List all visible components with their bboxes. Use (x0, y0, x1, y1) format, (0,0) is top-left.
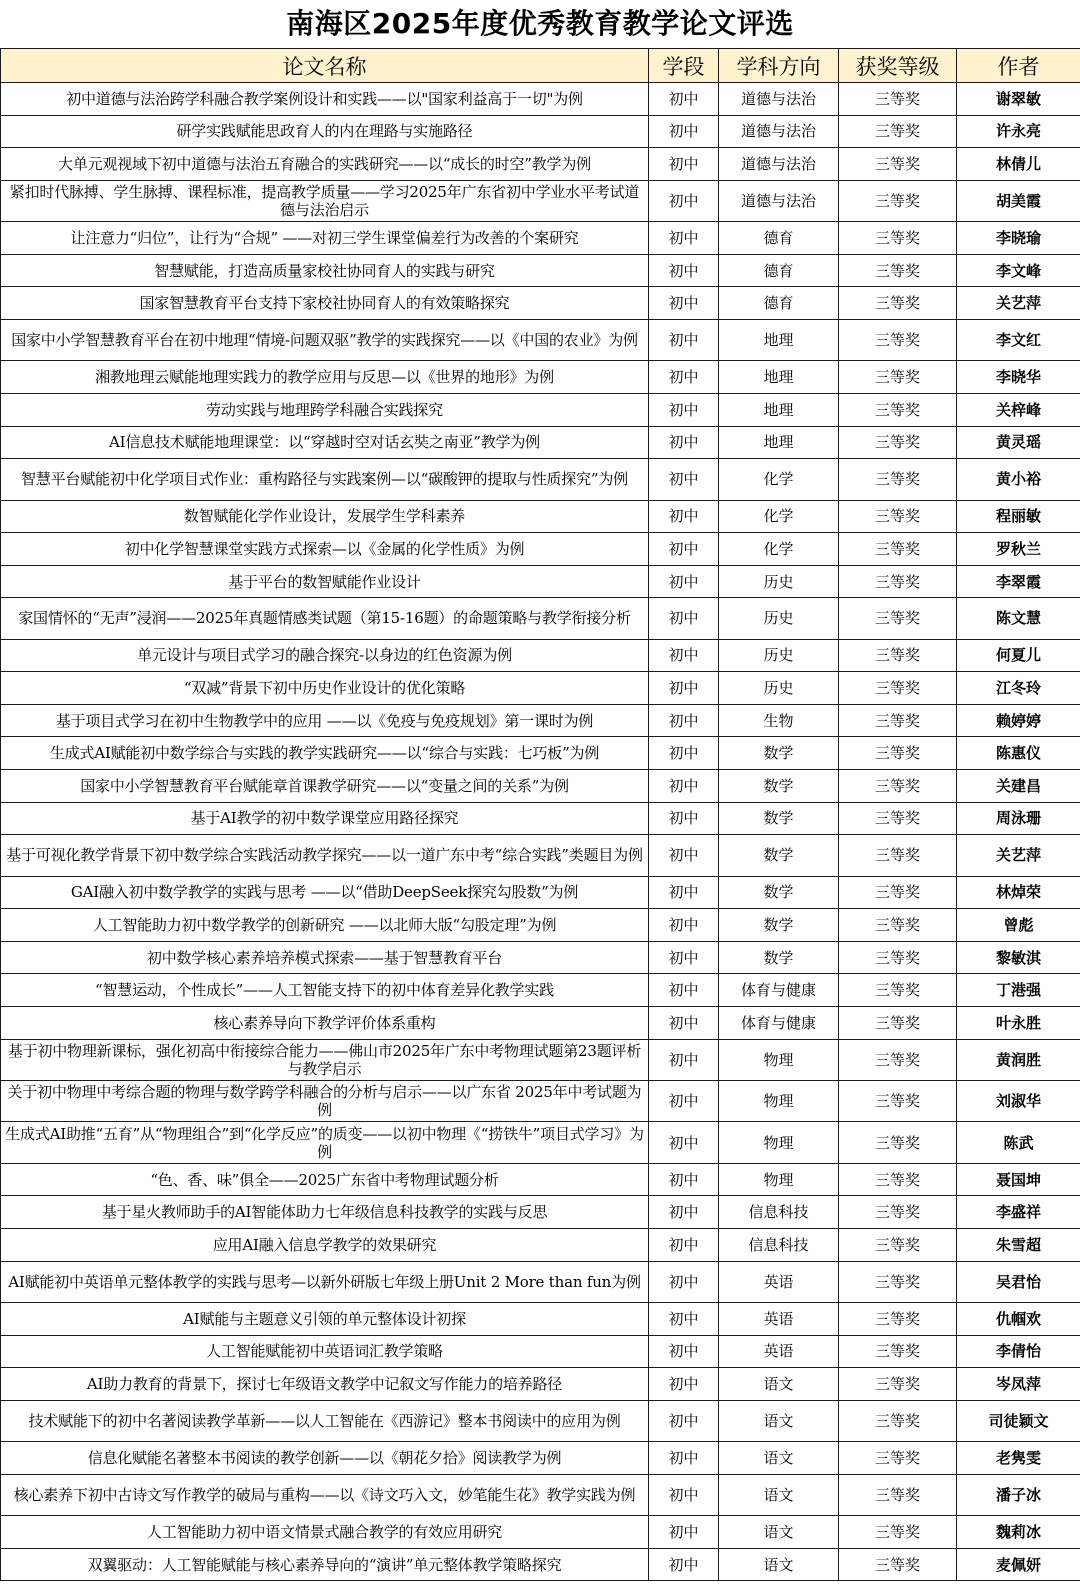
subject-cell: 道德与法治 (719, 115, 839, 148)
table-row (1, 222, 1080, 255)
award-level-cell: 三等奖 (839, 222, 957, 255)
award-level-cell: 三等奖 (839, 565, 957, 598)
paper-title-cell: AI赋能与主题意义引领的单元整体设计初探 (1, 1302, 649, 1335)
award-level-cell: 三等奖 (839, 180, 957, 221)
subject-cell: 信息科技 (719, 1228, 839, 1261)
table-row (1, 1335, 1080, 1368)
paper-title-cell: 应用AI融入信息学教学的效果研究 (1, 1228, 649, 1261)
subject-cell: 历史 (719, 639, 839, 672)
stage-cell: 初中 (649, 1228, 719, 1261)
author-cell: 周泳珊 (957, 802, 1080, 835)
subject-cell: 语文 (719, 1516, 839, 1549)
stage-cell: 初中 (649, 1261, 719, 1302)
paper-title-cell: 初中数学核心素养培养模式探索——基于智慧教育平台 (1, 941, 649, 974)
table-row (1, 770, 1080, 803)
stage-cell: 初中 (649, 1081, 719, 1122)
subject-cell: 生物 (719, 704, 839, 737)
author-cell: 刘淑华 (957, 1081, 1080, 1122)
stage-cell: 初中 (649, 672, 719, 705)
subject-cell: 德育 (719, 222, 839, 255)
table-row (1, 148, 1080, 181)
paper-title-cell: 核心素养导向下教学评价体系重构 (1, 1007, 649, 1040)
stage-cell: 初中 (649, 1368, 719, 1401)
paper-title-cell: 基于平台的数智赋能作业设计 (1, 565, 649, 598)
subject-cell: 体育与健康 (719, 974, 839, 1007)
award-level-cell: 三等奖 (839, 1081, 957, 1122)
author-cell: 何夏儿 (957, 639, 1080, 672)
subject-cell: 历史 (719, 565, 839, 598)
author-cell: 李翠霞 (957, 565, 1080, 598)
table-row (1, 361, 1080, 394)
table-row (1, 254, 1080, 287)
award-level-cell: 三等奖 (839, 533, 957, 566)
subject-cell: 道德与法治 (719, 180, 839, 221)
subject-cell: 体育与健康 (719, 1007, 839, 1040)
author-cell: 关艺萍 (957, 287, 1080, 320)
award-level-cell: 三等奖 (839, 1039, 957, 1080)
subject-cell: 英语 (719, 1261, 839, 1302)
author-cell: 许永亮 (957, 115, 1080, 148)
award-level-cell: 三等奖 (839, 1335, 957, 1368)
stage-cell: 初中 (649, 941, 719, 974)
author-cell: 林焯荣 (957, 876, 1080, 909)
author-cell: 丁港强 (957, 974, 1080, 1007)
subject-cell: 信息科技 (719, 1196, 839, 1229)
stage-cell: 初中 (649, 770, 719, 803)
author-cell: 陈惠仪 (957, 737, 1080, 770)
author-cell: 陈文慧 (957, 598, 1080, 639)
author-cell: 江冬玲 (957, 672, 1080, 705)
paper-title-cell: 基于星火教师助手的AI智能体助力七年级信息科技教学的实践与反思 (1, 1196, 649, 1229)
award-table (0, 48, 1080, 1581)
table-row (1, 1261, 1080, 1302)
paper-title-cell: 国家中小学智慧教育平台在初中地理“情境-问题双驱”教学的实践探究——以《中国的农业》为例 (1, 319, 649, 360)
table-row (1, 1302, 1080, 1335)
author-cell: 魏莉冰 (957, 1516, 1080, 1549)
subject-cell: 化学 (719, 500, 839, 533)
author-cell: 赖婷婷 (957, 704, 1080, 737)
paper-title-cell: 基于初中物理新课标，强化初高中衔接综合能力——佛山市2025年广东中考物理试题第23题评析与教学启示 (1, 1039, 649, 1080)
award-level-cell: 三等奖 (839, 426, 957, 459)
subject-cell: 语文 (719, 1548, 839, 1581)
stage-cell: 初中 (649, 115, 719, 148)
author-cell: 李文峰 (957, 254, 1080, 287)
award-level-cell: 三等奖 (839, 1400, 957, 1441)
column-header-stage: 学段 (649, 49, 719, 83)
subject-cell: 德育 (719, 254, 839, 287)
subject-cell: 道德与法治 (719, 83, 839, 116)
subject-cell: 地理 (719, 319, 839, 360)
stage-cell: 初中 (649, 83, 719, 116)
author-cell: 程丽敏 (957, 500, 1080, 533)
paper-title-cell: 劳动实践与地理跨学科融合实践探究 (1, 393, 649, 426)
subject-cell: 数学 (719, 835, 839, 876)
author-cell: 朱雪超 (957, 1228, 1080, 1261)
author-cell: 司徒颖文 (957, 1400, 1080, 1441)
column-header-subject: 学科方向 (719, 49, 839, 83)
table-row (1, 737, 1080, 770)
award-level-cell: 三等奖 (839, 1548, 957, 1581)
subject-cell: 数学 (719, 737, 839, 770)
page-title: 南海区2025年度优秀教育教学论文评选 (286, 7, 794, 40)
award-level-cell: 三等奖 (839, 393, 957, 426)
table-body (1, 83, 1080, 1581)
table-row (1, 565, 1080, 598)
paper-title-cell: 智慧赋能，打造高质量家校社协同育人的实践与研究 (1, 254, 649, 287)
subject-cell: 地理 (719, 426, 839, 459)
subject-cell: 数学 (719, 909, 839, 942)
table-row (1, 393, 1080, 426)
award-level-cell: 三等奖 (839, 876, 957, 909)
award-level-cell: 三等奖 (839, 1196, 957, 1229)
table-row (1, 1442, 1080, 1475)
table-row (1, 1516, 1080, 1549)
stage-cell: 初中 (649, 148, 719, 181)
author-cell: 李倩怡 (957, 1335, 1080, 1368)
author-cell: 叶永胜 (957, 1007, 1080, 1040)
stage-cell: 初中 (649, 909, 719, 942)
paper-title-cell: AI赋能初中英语单元整体教学的实践与思考—以新外研版七年级上册Unit 2 More than fun为例 (1, 1261, 649, 1302)
table-row (1, 1007, 1080, 1040)
award-level-cell: 三等奖 (839, 909, 957, 942)
award-level-cell: 三等奖 (839, 1442, 957, 1475)
stage-cell: 初中 (649, 639, 719, 672)
paper-title-cell: 生成式AI助推“五育”从“物理组合”到“化学反应”的质变——以初中物理《“捞铁牛”项目式学习》为例 (1, 1122, 649, 1163)
paper-title-cell: 生成式AI赋能初中数学综合与实践的教学实践研究——以“综合与实践：七巧板”为例 (1, 737, 649, 770)
stage-cell: 初中 (649, 835, 719, 876)
author-cell: 曾彪 (957, 909, 1080, 942)
subject-cell: 数学 (719, 941, 839, 974)
subject-cell: 物理 (719, 1039, 839, 1080)
subject-cell: 语文 (719, 1368, 839, 1401)
subject-cell: 物理 (719, 1081, 839, 1122)
author-cell: 黎敏淇 (957, 941, 1080, 974)
subject-cell: 语文 (719, 1442, 839, 1475)
subject-cell: 语文 (719, 1400, 839, 1441)
subject-cell: 数学 (719, 770, 839, 803)
award-level-cell: 三等奖 (839, 500, 957, 533)
stage-cell: 初中 (649, 254, 719, 287)
table-row (1, 115, 1080, 148)
paper-title-cell: AI信息技术赋能地理课堂：以“穿越时空对话玄奘之南亚”教学为例 (1, 426, 649, 459)
table-row (1, 639, 1080, 672)
author-cell: 潘子冰 (957, 1474, 1080, 1515)
stage-cell: 初中 (649, 1335, 719, 1368)
stage-cell: 初中 (649, 598, 719, 639)
author-cell: 陈武 (957, 1122, 1080, 1163)
stage-cell: 初中 (649, 393, 719, 426)
award-level-cell: 三等奖 (839, 639, 957, 672)
stage-cell: 初中 (649, 704, 719, 737)
stage-cell: 初中 (649, 565, 719, 598)
table-row (1, 1474, 1080, 1515)
subject-cell: 物理 (719, 1163, 839, 1196)
award-level-cell: 三等奖 (839, 459, 957, 500)
stage-cell: 初中 (649, 974, 719, 1007)
paper-title-cell: 家国情怀的“无声”浸润——2025年真题情感类试题（第15-16题）的命题策略与教学衔接分析 (1, 598, 649, 639)
award-level-cell: 三等奖 (839, 835, 957, 876)
award-level-cell: 三等奖 (839, 148, 957, 181)
paper-title-cell: “双减”背景下初中历史作业设计的优化策略 (1, 672, 649, 705)
author-cell: 林倩儿 (957, 148, 1080, 181)
paper-title-cell: 技术赋能下的初中名著阅读教学革新——以人工智能在《西游记》整本书阅读中的应用为例 (1, 1400, 649, 1441)
table-row (1, 180, 1080, 221)
table-row (1, 1368, 1080, 1401)
paper-title-cell: 信息化赋能名著整本书阅读的教学创新——以《朝花夕拾》阅读教学为例 (1, 1442, 649, 1475)
subject-cell: 英语 (719, 1302, 839, 1335)
paper-title-cell: 湘教地理云赋能地理实践力的教学应用与反思—以《世界的地形》为例 (1, 361, 649, 394)
award-level-cell: 三等奖 (839, 254, 957, 287)
paper-title-cell: 核心素养下初中古诗文写作教学的破局与重构——以《诗文巧入文，妙笔能生花》教学实践为例 (1, 1474, 649, 1515)
author-cell: 罗秋兰 (957, 533, 1080, 566)
table-row (1, 704, 1080, 737)
paper-title-cell: GAI融入初中数学教学的实践与思考 ——以“借助DeepSeek探究勾股数”为例 (1, 876, 649, 909)
paper-title-cell: 研学实践赋能思政育人的内在理路与实施路径 (1, 115, 649, 148)
stage-cell: 初中 (649, 1039, 719, 1080)
column-header-title: 论文名称 (1, 49, 649, 83)
award-level-cell: 三等奖 (839, 770, 957, 803)
paper-title-cell: “智慧运动，个性成长”——人工智能支持下的初中体育差异化教学实践 (1, 974, 649, 1007)
award-level-cell: 三等奖 (839, 1007, 957, 1040)
award-level-cell: 三等奖 (839, 1368, 957, 1401)
author-cell: 麦佩妍 (957, 1548, 1080, 1581)
table-row (1, 319, 1080, 360)
award-level-cell: 三等奖 (839, 115, 957, 148)
author-cell: 谢翠敏 (957, 83, 1080, 116)
paper-title-cell: 让注意力“归位”，让行为“合规” ——对初三学生课堂偏差行为改善的个案研究 (1, 222, 649, 255)
paper-title-cell: 单元设计与项目式学习的融合探究-以身边的红色资源为例 (1, 639, 649, 672)
subject-cell: 数学 (719, 802, 839, 835)
author-cell: 黄灵瑶 (957, 426, 1080, 459)
subject-cell: 数学 (719, 876, 839, 909)
award-level-cell: 三等奖 (839, 1228, 957, 1261)
award-level-cell: 三等奖 (839, 1163, 957, 1196)
table-row (1, 426, 1080, 459)
paper-title-cell: 基于AI教学的初中数学课堂应用路径探究 (1, 802, 649, 835)
author-cell: 李盛祥 (957, 1196, 1080, 1229)
award-level-cell: 三等奖 (839, 1302, 957, 1335)
paper-title-cell: 关于初中物理中考综合题的物理与数学跨学科融合的分析与启示——以广东省 2025年中考试题为例 (1, 1081, 649, 1122)
stage-cell: 初中 (649, 1302, 719, 1335)
author-cell: 关艺萍 (957, 835, 1080, 876)
stage-cell: 初中 (649, 319, 719, 360)
stage-cell: 初中 (649, 1516, 719, 1549)
table-row (1, 802, 1080, 835)
award-level-cell: 三等奖 (839, 941, 957, 974)
paper-title-cell: “色、香、味”俱全——2025广东省中考物理试题分析 (1, 1163, 649, 1196)
award-level-cell: 三等奖 (839, 704, 957, 737)
subject-cell: 英语 (719, 1335, 839, 1368)
author-cell: 胡美霞 (957, 180, 1080, 221)
author-cell: 李文红 (957, 319, 1080, 360)
paper-title-cell: 人工智能助力初中数学教学的创新研究 ——以北师大版“勾股定理”为例 (1, 909, 649, 942)
subject-cell: 地理 (719, 361, 839, 394)
paper-title-cell: 国家智慧教育平台支持下家校社协同育人的有效策略探究 (1, 287, 649, 320)
stage-cell: 初中 (649, 222, 719, 255)
paper-title-cell: 双翼驱动：人工智能赋能与核心素养导向的“演讲”单元整体教学策略探究 (1, 1548, 649, 1581)
stage-cell: 初中 (649, 802, 719, 835)
subject-cell: 历史 (719, 598, 839, 639)
author-cell: 老隽雯 (957, 1442, 1080, 1475)
table-row (1, 83, 1080, 116)
author-cell: 李晓华 (957, 361, 1080, 394)
award-level-cell: 三等奖 (839, 1516, 957, 1549)
paper-title-cell: 人工智能助力初中语文情景式融合教学的有效应用研究 (1, 1516, 649, 1549)
stage-cell: 初中 (649, 180, 719, 221)
stage-cell: 初中 (649, 533, 719, 566)
award-level-cell: 三等奖 (839, 83, 957, 116)
table-row (1, 287, 1080, 320)
paper-title-cell: 数智赋能化学作业设计，发展学生学科素养 (1, 500, 649, 533)
table-row (1, 1400, 1080, 1441)
author-cell: 关建昌 (957, 770, 1080, 803)
stage-cell: 初中 (649, 459, 719, 500)
award-level-cell: 三等奖 (839, 672, 957, 705)
subject-cell: 历史 (719, 672, 839, 705)
subject-cell: 化学 (719, 533, 839, 566)
subject-cell: 地理 (719, 393, 839, 426)
paper-title-cell: 初中道德与法治跨学科融合教学案例设计和实践——以"国家利益高于一切"为例 (1, 83, 649, 116)
stage-cell: 初中 (649, 500, 719, 533)
stage-cell: 初中 (649, 1122, 719, 1163)
award-level-cell: 三等奖 (839, 287, 957, 320)
table-row (1, 835, 1080, 876)
table-row (1, 974, 1080, 1007)
author-cell: 吴君怡 (957, 1261, 1080, 1302)
paper-title-cell: AI助力教育的背景下，探讨七年级语文教学中记叙文写作能力的培养路径 (1, 1368, 649, 1401)
table-row (1, 598, 1080, 639)
paper-title-cell: 基于可视化教学背景下初中数学综合实践活动教学探究——以一道广东中考“综合实践”类题目为例 (1, 835, 649, 876)
subject-cell: 语文 (719, 1474, 839, 1515)
stage-cell: 初中 (649, 1400, 719, 1441)
subject-cell: 化学 (719, 459, 839, 500)
stage-cell: 初中 (649, 1474, 719, 1515)
stage-cell: 初中 (649, 1442, 719, 1475)
paper-title-cell: 大单元观视域下初中道德与法治五育融合的实践研究——以“成长的时空”教学为例 (1, 148, 649, 181)
subject-cell: 德育 (719, 287, 839, 320)
paper-title-cell: 人工智能赋能初中英语词汇教学策略 (1, 1335, 649, 1368)
subject-cell: 道德与法治 (719, 148, 839, 181)
award-level-cell: 三等奖 (839, 319, 957, 360)
stage-cell: 初中 (649, 1007, 719, 1040)
author-cell: 黄小裕 (957, 459, 1080, 500)
author-cell: 黄润胜 (957, 1039, 1080, 1080)
table-row (1, 533, 1080, 566)
author-cell: 李晓瑜 (957, 222, 1080, 255)
table-row (1, 1081, 1080, 1122)
paper-title-cell: 国家中小学智慧教育平台赋能章首课教学研究——以“变量之间的关系”为例 (1, 770, 649, 803)
stage-cell: 初中 (649, 1548, 719, 1581)
award-level-cell: 三等奖 (839, 974, 957, 1007)
table-row (1, 876, 1080, 909)
author-cell: 仇帼欢 (957, 1302, 1080, 1335)
author-cell: 关梓峰 (957, 393, 1080, 426)
table-row (1, 909, 1080, 942)
award-level-cell: 三等奖 (839, 1261, 957, 1302)
stage-cell: 初中 (649, 287, 719, 320)
column-header-author: 作者 (957, 49, 1080, 83)
stage-cell: 初中 (649, 1163, 719, 1196)
table-row (1, 1228, 1080, 1261)
column-header-award: 获奖等级 (839, 49, 957, 83)
table-row (1, 672, 1080, 705)
stage-cell: 初中 (649, 1196, 719, 1229)
author-cell: 岑凤萍 (957, 1368, 1080, 1401)
table-row (1, 1122, 1080, 1163)
paper-title-cell: 初中化学智慧课堂实践方式探索—以《金属的化学性质》为例 (1, 533, 649, 566)
paper-title-cell: 基于项目式学习在初中生物教学中的应用 ——以《免疫与免疫规划》第一课时为例 (1, 704, 649, 737)
table-row (1, 1548, 1080, 1581)
table-row (1, 1196, 1080, 1229)
stage-cell: 初中 (649, 876, 719, 909)
stage-cell: 初中 (649, 737, 719, 770)
award-level-cell: 三等奖 (839, 737, 957, 770)
table-row (1, 1039, 1080, 1080)
table-row (1, 941, 1080, 974)
stage-cell: 初中 (649, 361, 719, 394)
subject-cell: 物理 (719, 1122, 839, 1163)
paper-title-cell: 紧扣时代脉搏、学生脉搏、课程标准，提高教学质量——学习2025年广东省初中学业水平考试道德与法治启示 (1, 180, 649, 221)
table-row (1, 459, 1080, 500)
award-level-cell: 三等奖 (839, 1474, 957, 1515)
table-header-row (1, 49, 1080, 83)
table-row (1, 500, 1080, 533)
award-level-cell: 三等奖 (839, 802, 957, 835)
paper-title-cell: 智慧平台赋能初中化学项目式作业：重构路径与实践案例—以“碳酸钾的提取与性质探究”为例 (1, 459, 649, 500)
award-level-cell: 三等奖 (839, 361, 957, 394)
table-row (1, 1163, 1080, 1196)
award-level-cell: 三等奖 (839, 598, 957, 639)
award-level-cell: 三等奖 (839, 1122, 957, 1163)
stage-cell: 初中 (649, 426, 719, 459)
author-cell: 聂国坤 (957, 1163, 1080, 1196)
